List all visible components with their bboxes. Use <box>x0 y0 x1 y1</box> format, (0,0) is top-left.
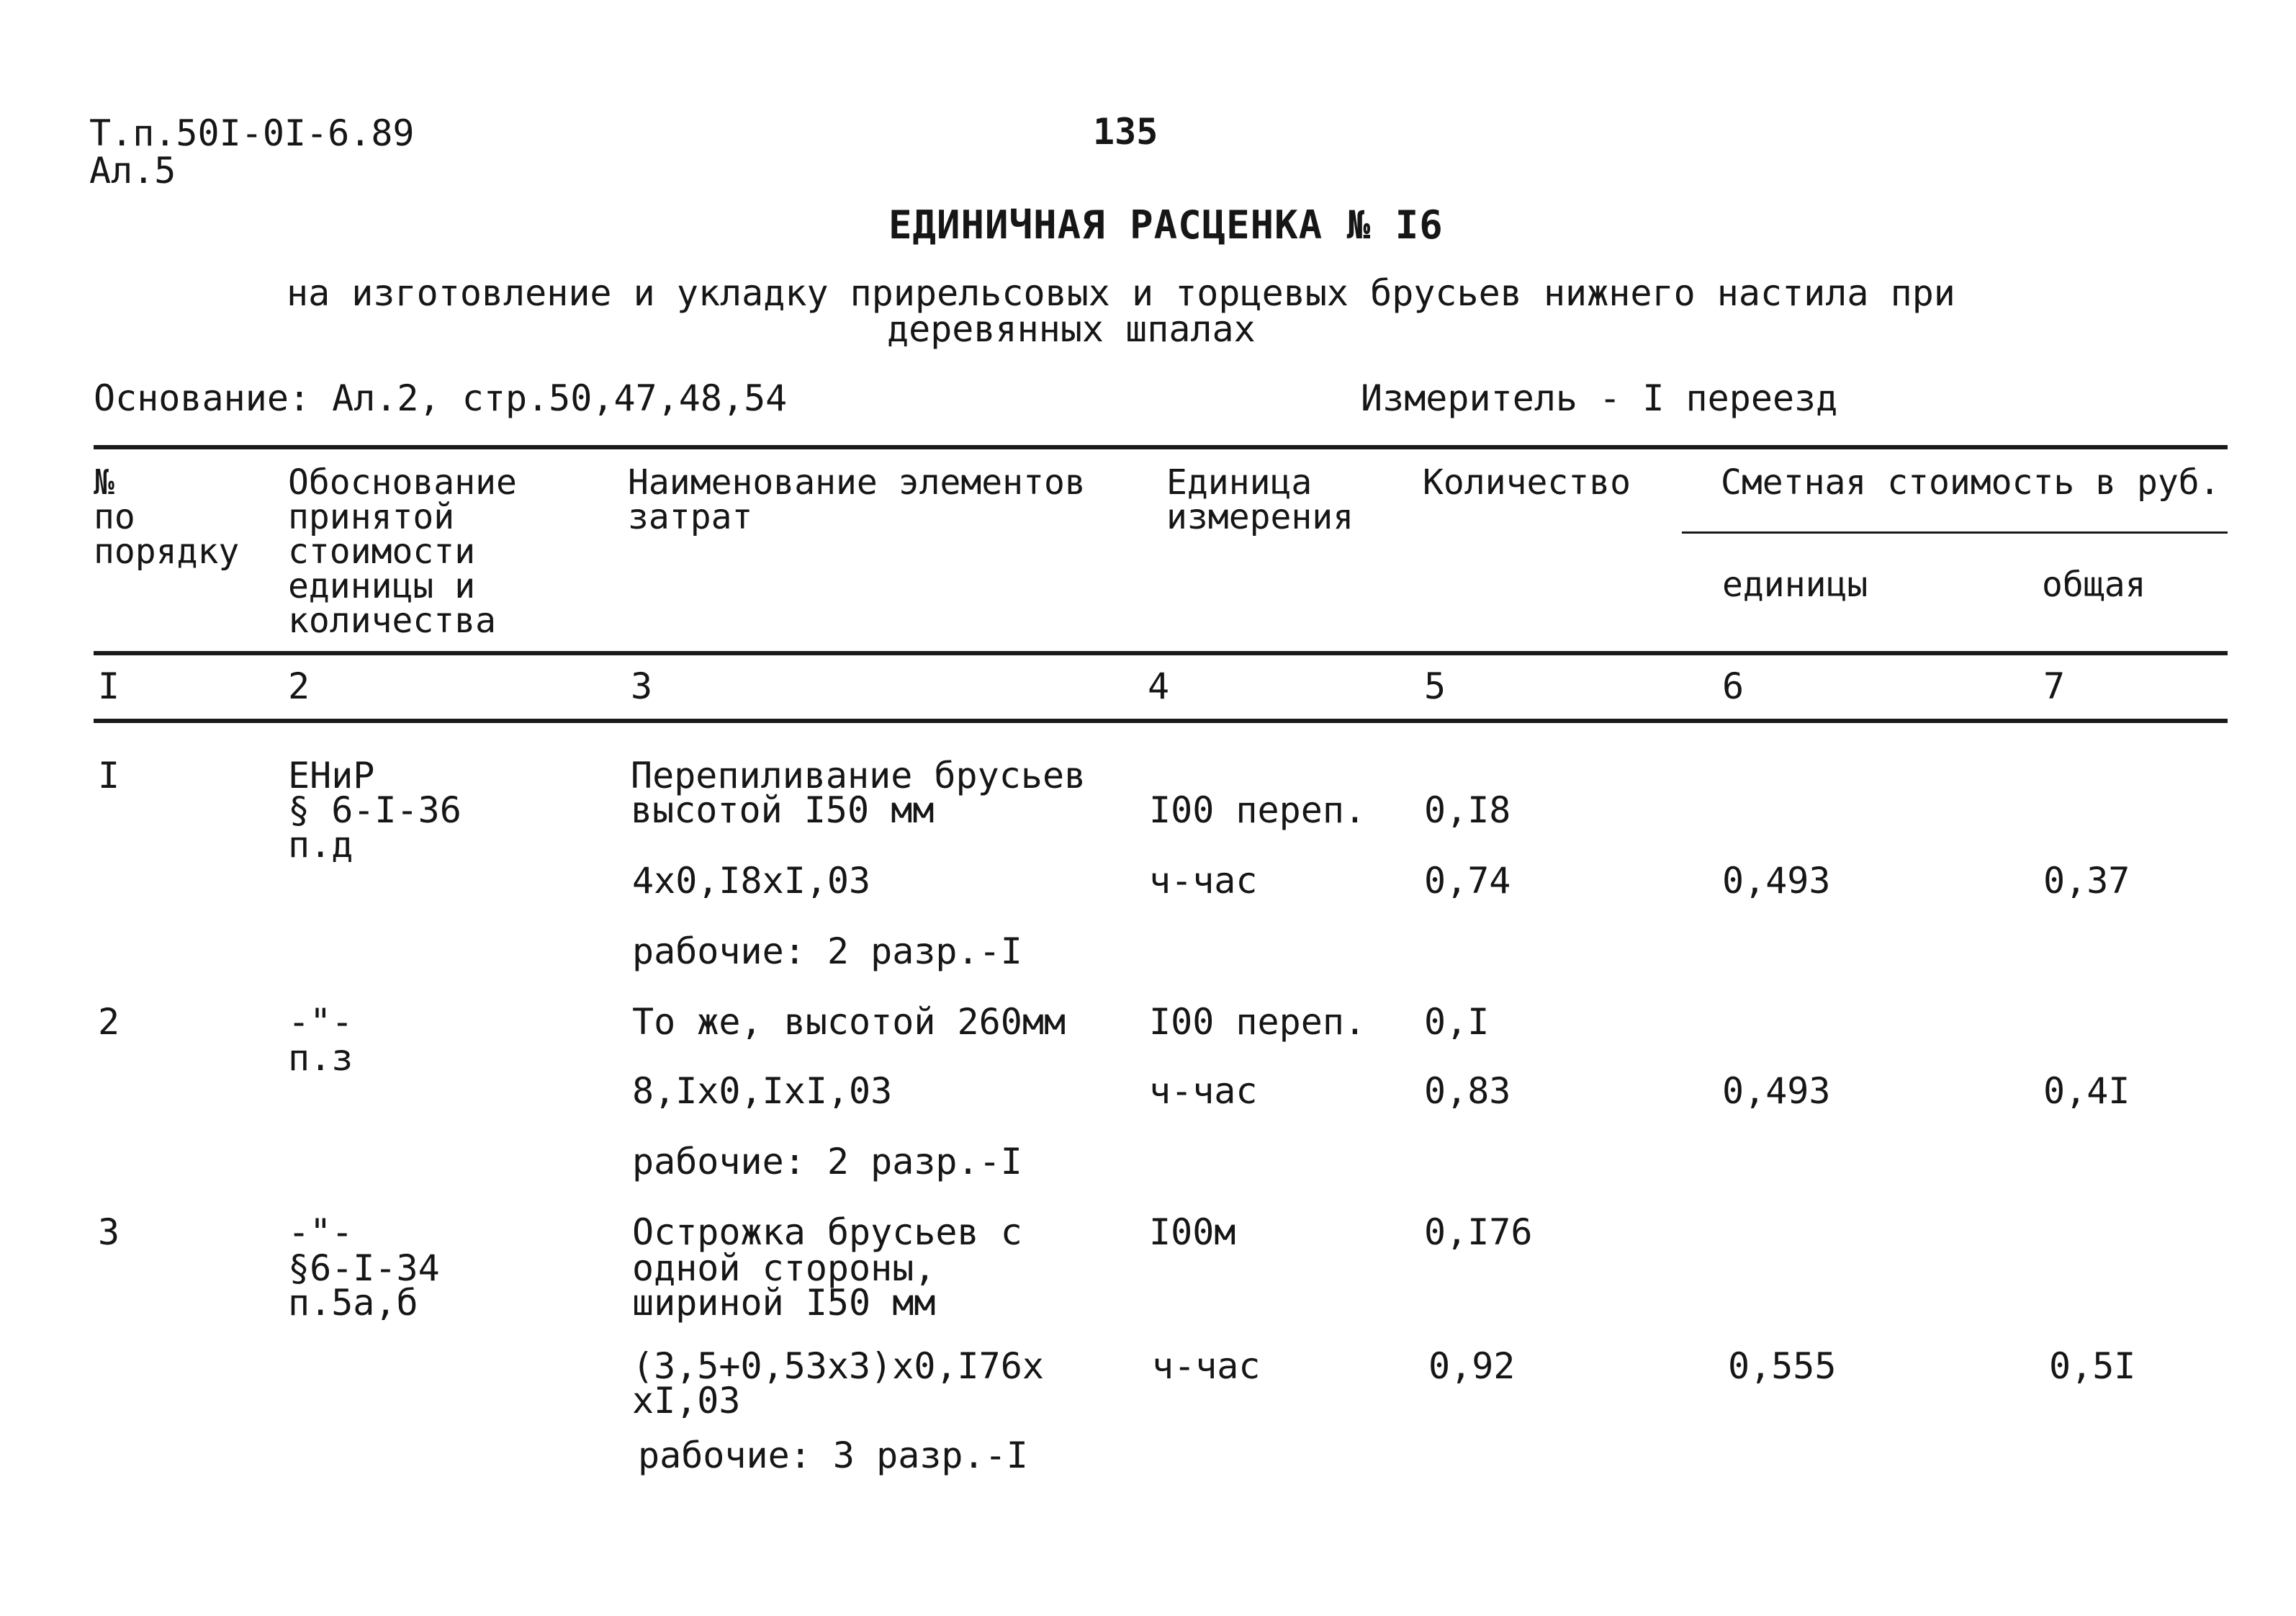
header-col-3-line: затрат <box>628 497 753 537</box>
row-basis-line: -"- <box>288 1211 354 1253</box>
row-number: I <box>98 755 120 796</box>
row-calc-unit: ч-час <box>1149 860 1258 902</box>
column-number: 7 <box>2043 665 2066 707</box>
row-unit-price: 0,493 <box>1722 1070 1831 1112</box>
column-number: 4 <box>1148 665 1170 707</box>
header-col-1-line: порядку <box>94 531 240 572</box>
header-col-5: Количество <box>1423 462 1631 503</box>
row-name-line: высотой I50 мм <box>631 789 935 831</box>
page-title: ЕДИНИЧНАЯ РАСЦЕНКА № I6 <box>888 202 1444 248</box>
row-basis-line: § 6-I-36 <box>288 789 462 831</box>
document-code: Т.п.50I-0I-6.89 <box>89 112 415 154</box>
header-col-1-line: по <box>94 497 135 537</box>
header-col-1-line: № <box>94 462 114 503</box>
row-name-line: Острожка брусьев с <box>632 1211 1022 1253</box>
row-total-price: 0,4I <box>2043 1070 2130 1112</box>
header-col-2-line: Обоснование <box>288 462 517 503</box>
row-unit: I00 переп. <box>1149 789 1367 831</box>
table-top-rule <box>94 445 2228 449</box>
row-unit-price: 0,555 <box>1728 1345 1837 1387</box>
row-basis-line: §6-I-34 <box>288 1247 440 1289</box>
row-basis-line: ЕНиР <box>288 755 375 796</box>
album-label: Ал.5 <box>89 150 176 192</box>
page-number: 135 <box>1093 111 1158 153</box>
meter-line: Измеритель - I переезд <box>1361 377 1838 419</box>
row-calc-line: (3,5+0,53х3)х0,I76х <box>632 1345 1044 1387</box>
row-quantity: 0,I8 <box>1424 789 1511 831</box>
row-quantity: 0,I <box>1424 1001 1490 1043</box>
header-col-2-line: единицы и <box>288 566 476 606</box>
row-calc-unit: ч-час <box>1152 1345 1261 1387</box>
header-bottom-rule <box>94 651 2228 655</box>
row-basis-line: -"- <box>288 1001 354 1043</box>
row-unit: I00м <box>1149 1211 1236 1253</box>
header-col-2-line: принятой <box>288 497 455 537</box>
subtitle-line-2: деревянных шпалах <box>887 308 1256 350</box>
header-col-3-line: Наименование элементов <box>628 462 1086 503</box>
row-basis-line: п.з <box>288 1037 354 1079</box>
subtitle-line-1: на изготовление и укладку прирельсовых и торцевых брусьев нижнего настила при <box>287 272 1955 314</box>
header-col-6: единицы <box>1722 565 1868 605</box>
header-col-7: общая <box>2042 565 2146 605</box>
column-number: 2 <box>288 665 310 707</box>
row-workers: рабочие: 2 разр.-I <box>632 930 1022 972</box>
row-name-line: Перепиливание брусьев <box>631 755 1086 796</box>
header-col-4-line: Единица <box>1166 462 1313 503</box>
row-workers: рабочие: 2 разр.-I <box>632 1141 1022 1182</box>
row-calc-quantity: 0,83 <box>1424 1070 1511 1112</box>
row-total-price: 0,37 <box>2043 860 2130 902</box>
header-estimated-cost: Сметная стоимость в руб. <box>1721 462 2220 503</box>
row-calc-line: хI,03 <box>632 1380 741 1422</box>
header-col-4-line: измерения <box>1166 497 1354 537</box>
row-name-line: шириной I50 мм <box>632 1282 936 1324</box>
row-unit-price: 0,493 <box>1722 860 1831 902</box>
column-number: 3 <box>631 665 653 707</box>
header-col-2-line: стоимости <box>288 531 476 572</box>
row-calc-quantity: 0,74 <box>1424 860 1511 902</box>
column-number: 5 <box>1424 665 1446 707</box>
row-basis-line: п.5а,б <box>288 1282 418 1324</box>
row-number: 3 <box>98 1211 120 1253</box>
header-col-2-line: количества <box>288 601 496 641</box>
column-number: I <box>98 665 120 707</box>
basis-line: Основание: Ал.2, стр.50,47,48,54 <box>94 377 788 419</box>
row-name-line: То же, высотой 260мм <box>632 1001 1066 1043</box>
row-basis-line: п.д <box>288 824 354 866</box>
row-calc-quantity: 0,92 <box>1428 1345 1516 1387</box>
row-number: 2 <box>98 1001 120 1043</box>
row-calc-unit: ч-час <box>1149 1070 1258 1112</box>
row-name-line: одной стороны, <box>632 1247 936 1289</box>
column-number: 6 <box>1722 665 1744 707</box>
row-workers: рабочие: 3 разр.-I <box>638 1435 1028 1476</box>
row-total-price: 0,5I <box>2049 1345 2136 1387</box>
row-quantity: 0,I76 <box>1424 1211 1533 1253</box>
cost-header-rule <box>1682 531 2228 534</box>
row-unit: I00 переп. <box>1149 1001 1367 1043</box>
row-calc: 4х0,I8хI,03 <box>632 860 871 902</box>
column-numbers-rule <box>94 719 2228 723</box>
row-calc: 8,Iх0,IхI,03 <box>632 1070 893 1112</box>
